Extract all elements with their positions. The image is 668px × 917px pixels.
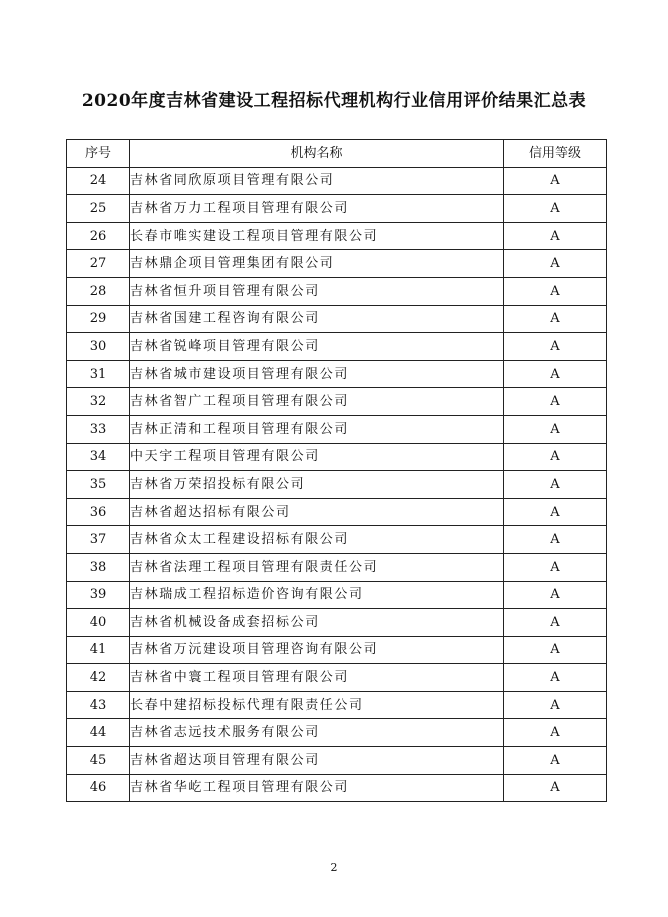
document-title: 2020年度吉林省建设工程招标代理机构行业信用评价结果汇总表 xyxy=(81,91,587,111)
credit-grade-cell: A xyxy=(504,526,607,554)
organization-name-cell: 吉林省万力工程项目管理有限公司 xyxy=(130,195,504,223)
table-header-row xyxy=(67,140,607,168)
credit-grade-cell: A xyxy=(504,498,607,526)
organization-name-cell: 吉林鼎企项目管理集团有限公司 xyxy=(130,250,504,278)
organization-name-cell: 吉林瑞成工程招标造价咨询有限公司 xyxy=(130,581,504,609)
table-row xyxy=(67,526,607,554)
credit-grade-cell: A xyxy=(504,222,607,250)
table-row xyxy=(67,609,607,637)
serial-number-cell: 29 xyxy=(67,305,130,333)
credit-grade-cell: A xyxy=(504,774,607,802)
table-row xyxy=(67,498,607,526)
serial-number-cell: 43 xyxy=(67,691,130,719)
credit-grade-cell: A xyxy=(504,333,607,361)
credit-grade-cell: A xyxy=(504,719,607,747)
page-number: 2 xyxy=(330,861,338,874)
organization-name-cell: 吉林省同欣原项目管理有限公司 xyxy=(130,167,504,195)
serial-number-cell: 39 xyxy=(67,581,130,609)
table-row xyxy=(67,167,607,195)
table-row xyxy=(67,277,607,305)
credit-grade-cell: A xyxy=(504,691,607,719)
table-row xyxy=(67,747,607,775)
credit-grade-cell: A xyxy=(504,553,607,581)
serial-number-cell: 35 xyxy=(67,471,130,499)
credit-grade-cell: A xyxy=(504,415,607,443)
table-row xyxy=(67,360,607,388)
organization-name-cell: 吉林省志远技术服务有限公司 xyxy=(130,719,504,747)
organization-name-cell: 吉林省恒升项目管理有限公司 xyxy=(130,277,504,305)
table-row xyxy=(67,636,607,664)
serial-number-cell: 28 xyxy=(67,277,130,305)
serial-number-cell: 36 xyxy=(67,498,130,526)
organization-name-cell: 吉林省众太工程建设招标有限公司 xyxy=(130,526,504,554)
serial-number-cell: 38 xyxy=(67,553,130,581)
credit-grade-cell: A xyxy=(504,305,607,333)
table-row xyxy=(67,388,607,416)
table-row xyxy=(67,333,607,361)
header-organization-name: 机构名称 xyxy=(130,140,504,168)
credit-grade-cell: A xyxy=(504,609,607,637)
table-row xyxy=(67,471,607,499)
organization-name-cell: 吉林省城市建设项目管理有限公司 xyxy=(130,360,504,388)
organization-name-cell: 吉林正清和工程项目管理有限公司 xyxy=(130,415,504,443)
serial-number-cell: 41 xyxy=(67,636,130,664)
serial-number-cell: 34 xyxy=(67,443,130,471)
credit-grade-cell: A xyxy=(504,167,607,195)
table-row xyxy=(67,415,607,443)
table-row xyxy=(67,553,607,581)
table-row xyxy=(67,581,607,609)
table-row xyxy=(67,305,607,333)
organization-name-cell: 吉林省机械设备成套招标公司 xyxy=(130,609,504,637)
table-row xyxy=(67,443,607,471)
table-row xyxy=(67,195,607,223)
serial-number-cell: 27 xyxy=(67,250,130,278)
organization-name-cell: 吉林省国建工程咨询有限公司 xyxy=(130,305,504,333)
organization-name-cell: 吉林省超达招标有限公司 xyxy=(130,498,504,526)
organization-name-cell: 吉林省华屹工程项目管理有限公司 xyxy=(130,774,504,802)
serial-number-cell: 42 xyxy=(67,664,130,692)
serial-number-cell: 25 xyxy=(67,195,130,223)
organization-name-cell: 中天宇工程项目管理有限公司 xyxy=(130,443,504,471)
credit-grade-cell: A xyxy=(504,636,607,664)
organization-name-cell: 长春市唯实建设工程项目管理有限公司 xyxy=(130,222,504,250)
table-row xyxy=(67,719,607,747)
table-row xyxy=(67,222,607,250)
organization-name-cell: 吉林省锐峰项目管理有限公司 xyxy=(130,333,504,361)
serial-number-cell: 32 xyxy=(67,388,130,416)
table-row xyxy=(67,250,607,278)
organization-name-cell: 吉林省万荣招投标有限公司 xyxy=(130,471,504,499)
serial-number-cell: 40 xyxy=(67,609,130,637)
serial-number-cell: 31 xyxy=(67,360,130,388)
serial-number-cell: 37 xyxy=(67,526,130,554)
organization-name-cell: 吉林省中寰工程项目管理有限公司 xyxy=(130,664,504,692)
organization-name-cell: 吉林省万沅建设项目管理咨询有限公司 xyxy=(130,636,504,664)
credit-grade-cell: A xyxy=(504,471,607,499)
credit-grade-cell: A xyxy=(504,747,607,775)
credit-grade-cell: A xyxy=(504,664,607,692)
serial-number-cell: 33 xyxy=(67,415,130,443)
serial-number-cell: 26 xyxy=(67,222,130,250)
serial-number-cell: 46 xyxy=(67,774,130,802)
credit-grade-cell: A xyxy=(504,388,607,416)
header-serial-number: 序号 xyxy=(67,140,130,168)
organization-name-cell: 吉林省法理工程项目管理有限责任公司 xyxy=(130,553,504,581)
organization-name-cell: 长春中建招标投标代理有限责任公司 xyxy=(130,691,504,719)
serial-number-cell: 45 xyxy=(67,747,130,775)
organization-name-cell: 吉林省智广工程项目管理有限公司 xyxy=(130,388,504,416)
credit-grade-cell: A xyxy=(504,250,607,278)
table-row xyxy=(67,664,607,692)
serial-number-cell: 30 xyxy=(67,333,130,361)
table-row xyxy=(67,691,607,719)
organization-name-cell: 吉林省超达项目管理有限公司 xyxy=(130,747,504,775)
credit-grade-cell: A xyxy=(504,277,607,305)
serial-number-cell: 24 xyxy=(67,167,130,195)
credit-grade-cell: A xyxy=(504,360,607,388)
credit-rating-table xyxy=(66,139,607,802)
credit-grade-cell: A xyxy=(504,443,607,471)
header-credit-grade: 信用等级 xyxy=(504,140,607,168)
serial-number-cell: 44 xyxy=(67,719,130,747)
table-row xyxy=(67,774,607,802)
credit-grade-cell: A xyxy=(504,195,607,223)
credit-grade-cell: A xyxy=(504,581,607,609)
